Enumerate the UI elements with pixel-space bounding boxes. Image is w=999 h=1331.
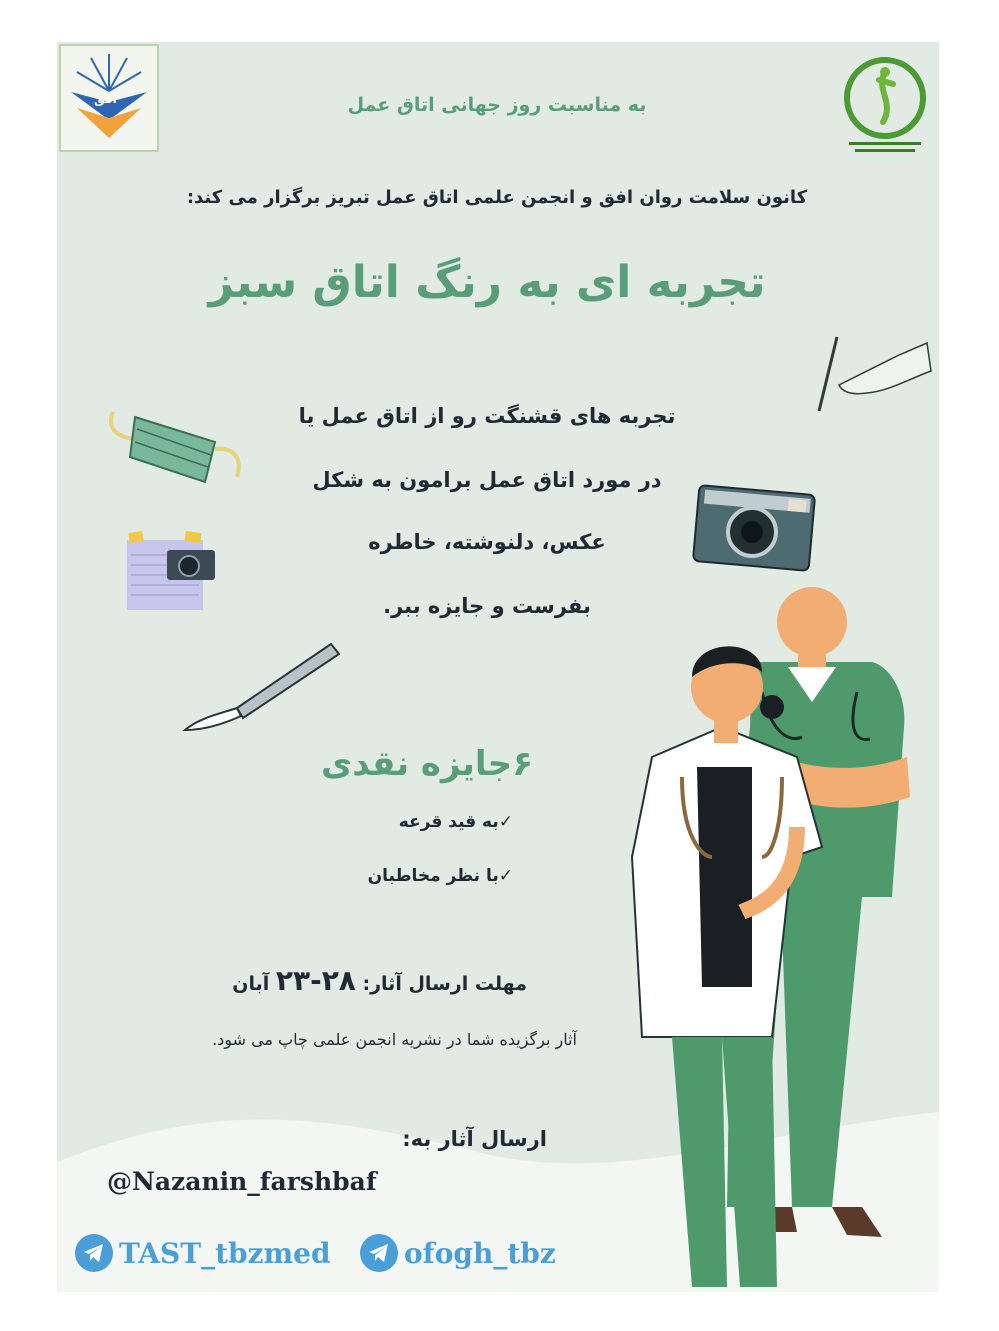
organizers-text: کانون سلامت روان افق و انجمن علمی اتاق عمل تبریز برگزار می کند: [186, 187, 808, 208]
deadline-dates: ۲۸-۲۳ [275, 964, 356, 997]
deadline-label: مهلت ارسال آثار: [362, 973, 527, 995]
instagram-handle[interactable]: @Nazanin_farshbaf [107, 1167, 377, 1196]
publish-note: آثار برگزیده شما در نشریه انجمن علمی چاپ می شود. [212, 1030, 577, 1049]
body-line-3: عکس، دلنوشته، خاطره [368, 530, 606, 554]
telegram-link-ofogh[interactable] [360, 1232, 556, 1274]
send-to-label: ارسال آثار به: [402, 1127, 547, 1151]
notepad-camera-icon [123, 530, 218, 615]
telegram-icon [75, 1234, 113, 1272]
prize-condition-2: ✓با نظر مخاطبان [367, 866, 513, 886]
telegram-link-tast[interactable] [75, 1232, 331, 1274]
telegram-icon [360, 1234, 398, 1272]
poster-title: تجربه ای به رنگ اتاق سبز [208, 257, 766, 308]
body-line-2: در مورد اتاق عمل برامون به شکل [312, 468, 662, 492]
face-mask-icon [105, 397, 245, 497]
prize-title: ۶جایزه نقدی [321, 744, 533, 784]
occasion-text: به مناسبت روز جهانی اتاق عمل [347, 94, 647, 116]
gloved-hand-pen-icon [809, 335, 935, 415]
poster [57, 42, 939, 1292]
medical-staff-illustration [622, 567, 939, 1292]
body-line-4: بفرست و جایزه ببر. [383, 594, 591, 618]
prize-condition-1: ✓به قید قرعه [398, 812, 513, 832]
camera-icon [692, 480, 817, 575]
association-logo [835, 50, 935, 160]
telegram-channel-tast: TAST_tbzmed [119, 1236, 331, 1270]
scalpel-icon [179, 638, 344, 738]
deadline [187, 964, 527, 997]
telegram-channel-ofogh: ofogh_tbz [404, 1236, 556, 1270]
body-line-1: تجربه های قشنگت رو از اتاق عمل یا [298, 404, 676, 428]
ofogh-logo [59, 44, 159, 152]
ofogh-logo-text: افق [94, 92, 117, 106]
deadline-month: آبان [232, 973, 270, 995]
